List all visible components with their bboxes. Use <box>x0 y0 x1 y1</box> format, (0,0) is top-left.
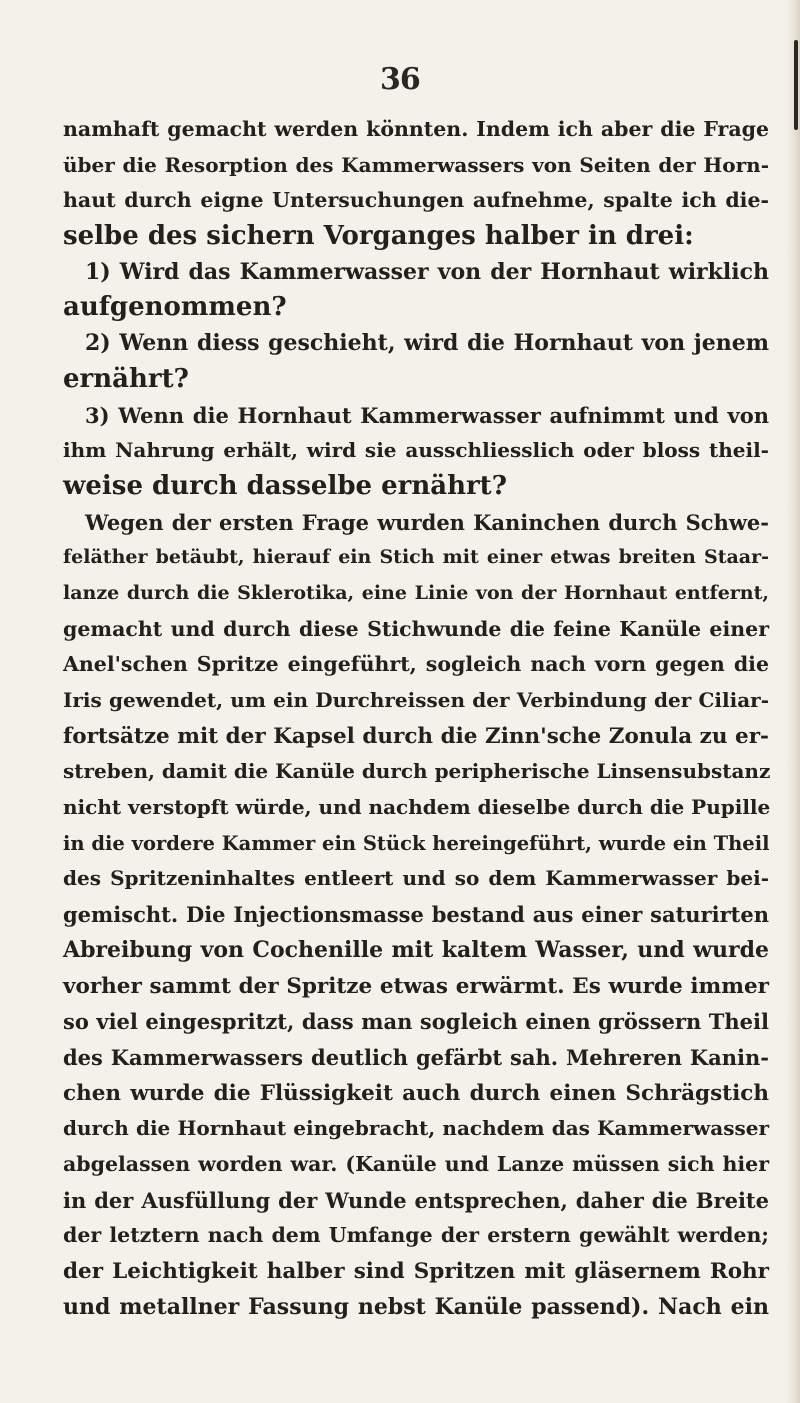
text-line: in der Ausfüllung der Wunde entsprechen, daher die Breite <box>63 1187 769 1213</box>
text-line: nicht verstopft würde, und nachdem dieselbe durch die Pupille <box>63 795 771 820</box>
text-line: ernährt? <box>63 363 189 394</box>
text-line: gemischt. Die Injectionsmasse bestand aus einer saturirten <box>63 902 769 928</box>
text-line: über die Resorption des Kammerwassers von Seiten der Horn- <box>63 152 769 177</box>
text-line: lanze durch die Sklerotika, eine Linie von der Hornhaut entfernt, <box>63 581 769 604</box>
question-2-line: 2) Wenn diess geschieht, wird die Hornhaut von jenem <box>85 330 769 357</box>
text-line: abgelassen worden war. (Kanüle und Lanze müssen sich hier <box>63 1151 769 1176</box>
text-line: namhaft gemacht werden könnten. Indem ich aber die Frage <box>63 117 769 141</box>
page-number: 36 <box>380 62 420 97</box>
text-line: vorher sammt der Spritze etwas erwärmt. Es wurde immer <box>63 973 769 999</box>
binding-shadow <box>794 40 798 130</box>
text-line: der Leichtigkeit halber sind Spritzen mit gläsernem Rohr <box>63 1259 769 1284</box>
text-line: haut durch eigne Untersuchungen aufnehme, spalte ich die- <box>63 188 769 213</box>
text-line: Anel'schen Spritze eingeführt, sogleich nach vorn gegen die <box>63 652 769 677</box>
page-edge <box>786 0 800 1403</box>
text-line: des Kammerwassers deutlich gefärbt sah. Mehreren Kanin- <box>63 1044 769 1070</box>
text-line: fortsätze mit der Kapsel durch die Zinn'sche Zonula zu er- <box>63 723 769 749</box>
text-line: selbe des sichern Vorganges halber in drei: <box>63 221 694 252</box>
text-line: feläther betäubt, hierauf ein Stich mit einer etwas breiten Staar- <box>63 546 769 569</box>
text-line: der letztern nach dem Umfange der erstern gewählt werden; <box>63 1223 769 1248</box>
question-3-line: 3) Wenn die Hornhaut Kammerwasser aufnimmt und von <box>85 402 769 428</box>
body-text <box>63 112 769 1325</box>
text-line: gemacht und durch diese Stichwunde die feine Kanüle einer <box>63 616 769 641</box>
text-line: des Spritzeninhaltes entleert und so dem Kammerwasser bei- <box>63 866 769 891</box>
text-line: aufgenommen? <box>63 292 287 323</box>
text-line: in die vordere Kammer ein Stück hereingeführt, wurde ein Theil <box>63 831 770 855</box>
text-line: und metallner Fassung nebst Kanüle passend). Nach ein <box>63 1293 769 1320</box>
text-line: ihm Nahrung erhält, wird sie ausschliesslich oder bloss theil- <box>63 438 769 463</box>
paragraph-start-line: Wegen der ersten Frage wurden Kaninchen durch Schwe- <box>85 509 769 535</box>
text-line: durch die Hornhaut eingebracht, nachdem das Kammerwasser <box>63 1116 769 1141</box>
text-line: streben, damit die Kanüle durch peripherische Linsensubstanz <box>63 759 771 784</box>
text-line: weise durch dasselbe ernährt? <box>63 470 507 501</box>
text-line: Iris gewendet, um ein Durchreissen der Verbindung der Ciliar- <box>63 688 769 712</box>
text-line: Abreibung von Cochenille mit kaltem Wasser, und wurde <box>63 936 769 963</box>
text-line: so viel eingespritzt, dass man sogleich einen grössern Theil <box>63 1009 769 1035</box>
text-line: chen wurde die Flüssigkeit auch durch einen Schrägstich <box>63 1080 769 1106</box>
question-1-line: 1) Wird das Kammerwasser von der Hornhaut wirklich <box>85 258 769 285</box>
